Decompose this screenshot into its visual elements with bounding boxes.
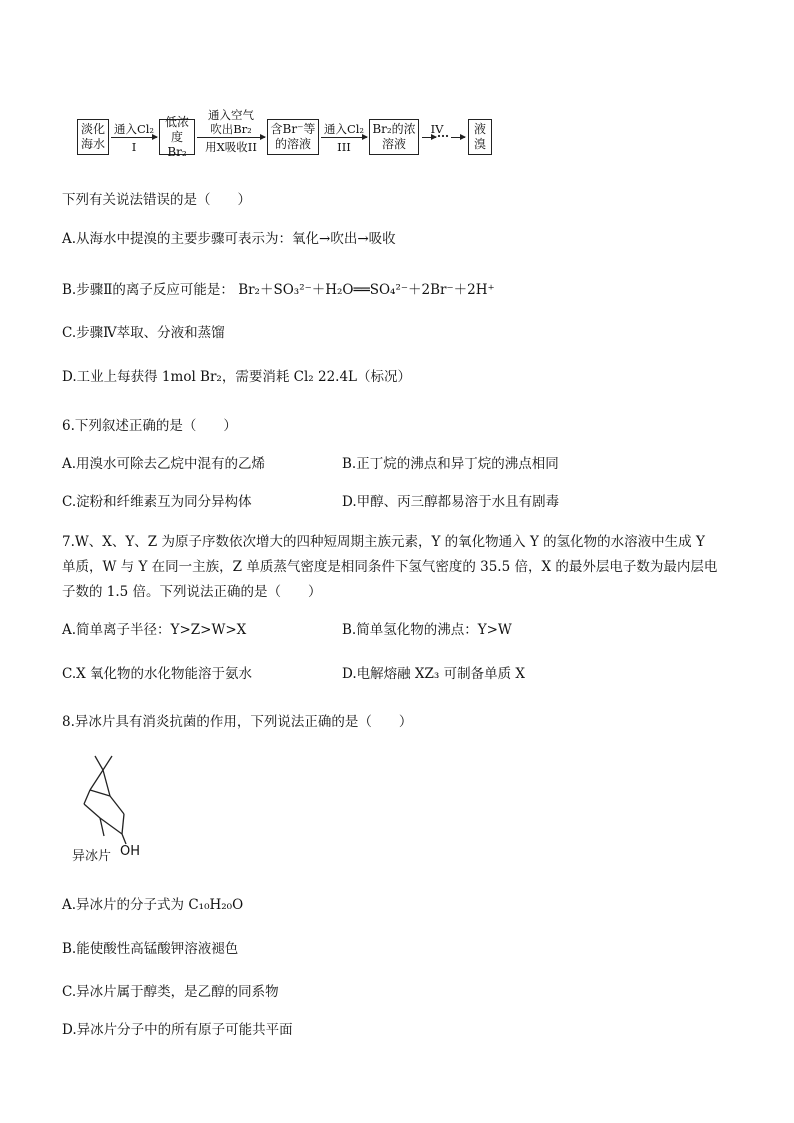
q5-option-a: A.从海水中提溴的主要步骤可表示为：氧化→吹出→吸收: [62, 231, 396, 247]
flow-box-liquid-br: 液溴: [468, 119, 492, 155]
flow-arrow2-bottom: 用X吸收II: [205, 140, 257, 154]
q6-option-b: B.正丁烷的沸点和异丁烷的沸点相同: [342, 456, 559, 472]
flow-arrow1: [111, 137, 157, 138]
flow-arrow4a: [422, 137, 436, 138]
q8-stem: 8.异冰片具有消炎抗菌的作用，下列说法正确的是（ ）: [62, 714, 413, 730]
q5-option-b: [62, 278, 495, 298]
q5-option-b-prefix: B.步骤Ⅱ的离子反应可能是：: [62, 282, 234, 298]
flow-box-br2-concentrated: Br₂的浓溶液: [369, 119, 419, 155]
q8-option-c: C.异冰片属于醇类，是乙醇的同系物: [62, 984, 279, 1000]
q7-stem-line1: 7.W、X、Y、Z 为原子序数依次增大的四种短周期主族元素，Y 的氧化物通入 Y 的氢化物的水溶液中生成 Y: [62, 534, 705, 550]
q5-option-d: D.工业上每获得 1mol Br₂，需要消耗 Cl₂ 22.4L（标况）: [62, 369, 412, 385]
q7-option-c: C.X 氧化物的水化物能溶于氨水: [62, 666, 253, 682]
flow-box-low-br2: 低浓度Br₂: [159, 119, 195, 155]
flow-arrow2-top2: 吹出Br₂: [210, 122, 252, 136]
flow-arrow4b: [451, 137, 465, 138]
flow-arrow2: [197, 137, 265, 138]
flow-arrow2-top1: 通入空气: [208, 108, 254, 122]
q6-stem: 6.下列叙述正确的是（ ）: [62, 418, 237, 434]
flow-arrow1-bottom: I: [131, 140, 137, 154]
q5-stem: 下列有关说法错误的是（ ）: [62, 192, 251, 208]
q7-option-a: A.简单离子半径：Y>Z>W>X: [62, 622, 247, 638]
q6-option-c: C.淀粉和纤维素互为同分异构体: [62, 494, 252, 510]
q8-option-d: D.异冰片分子中的所有原子可能共平面: [62, 1022, 293, 1038]
q7-stem-line3: 子数的 1.5 倍。下列说法正确的是（ ）: [62, 584, 322, 600]
flow-box-seawater: 淡化海水: [77, 119, 109, 155]
q7-option-d: D.电解熔融 XZ₃ 可制备单质 X: [342, 666, 526, 682]
q5-option-c: C.步骤Ⅳ萃取、分液和蒸馏: [62, 325, 225, 341]
q5-option-b-equation: Br₂＋SO₃²⁻＋H₂O══SO₄²⁻＋2Br⁻＋2H⁺: [238, 282, 495, 298]
flow-arrow3: [321, 137, 367, 138]
flow-box-br-solution: 含Br⁻等的溶液: [267, 119, 319, 155]
q8-option-b: B.能使酸性高锰酸钾溶液褪色: [62, 941, 239, 957]
q8-option-a: A.异冰片的分子式为 C₁₀H₂₀O: [62, 897, 244, 913]
flow-arrow4-top: IV: [430, 122, 444, 136]
isoborneol-name: 异冰片: [72, 849, 112, 864]
flow-arrow4-dots: ···: [436, 129, 449, 143]
q6-option-a: A.用溴水可除去乙烷中混有的乙烯: [62, 456, 266, 472]
q7-option-b: B.简单氢化物的沸点：Y>W: [342, 622, 512, 638]
isoborneol-structure: [60, 748, 160, 858]
isoborneol-oh-label: OH: [120, 844, 141, 859]
flow-arrow3-top: 通入Cl₂: [323, 122, 365, 136]
flow-arrow3-bottom: III: [337, 140, 351, 154]
q7-stem-line2: 单质，W 与 Y 在同一主族，Z 单质蒸气密度是相同条件下氢气密度的 35.5 倍，X 的最外层电子数为最内层电: [62, 559, 718, 575]
q6-option-d: D.甲醇、丙三醇都易溶于水且有剧毒: [342, 494, 560, 510]
flow-arrow1-top: 通入Cl₂: [113, 122, 155, 136]
